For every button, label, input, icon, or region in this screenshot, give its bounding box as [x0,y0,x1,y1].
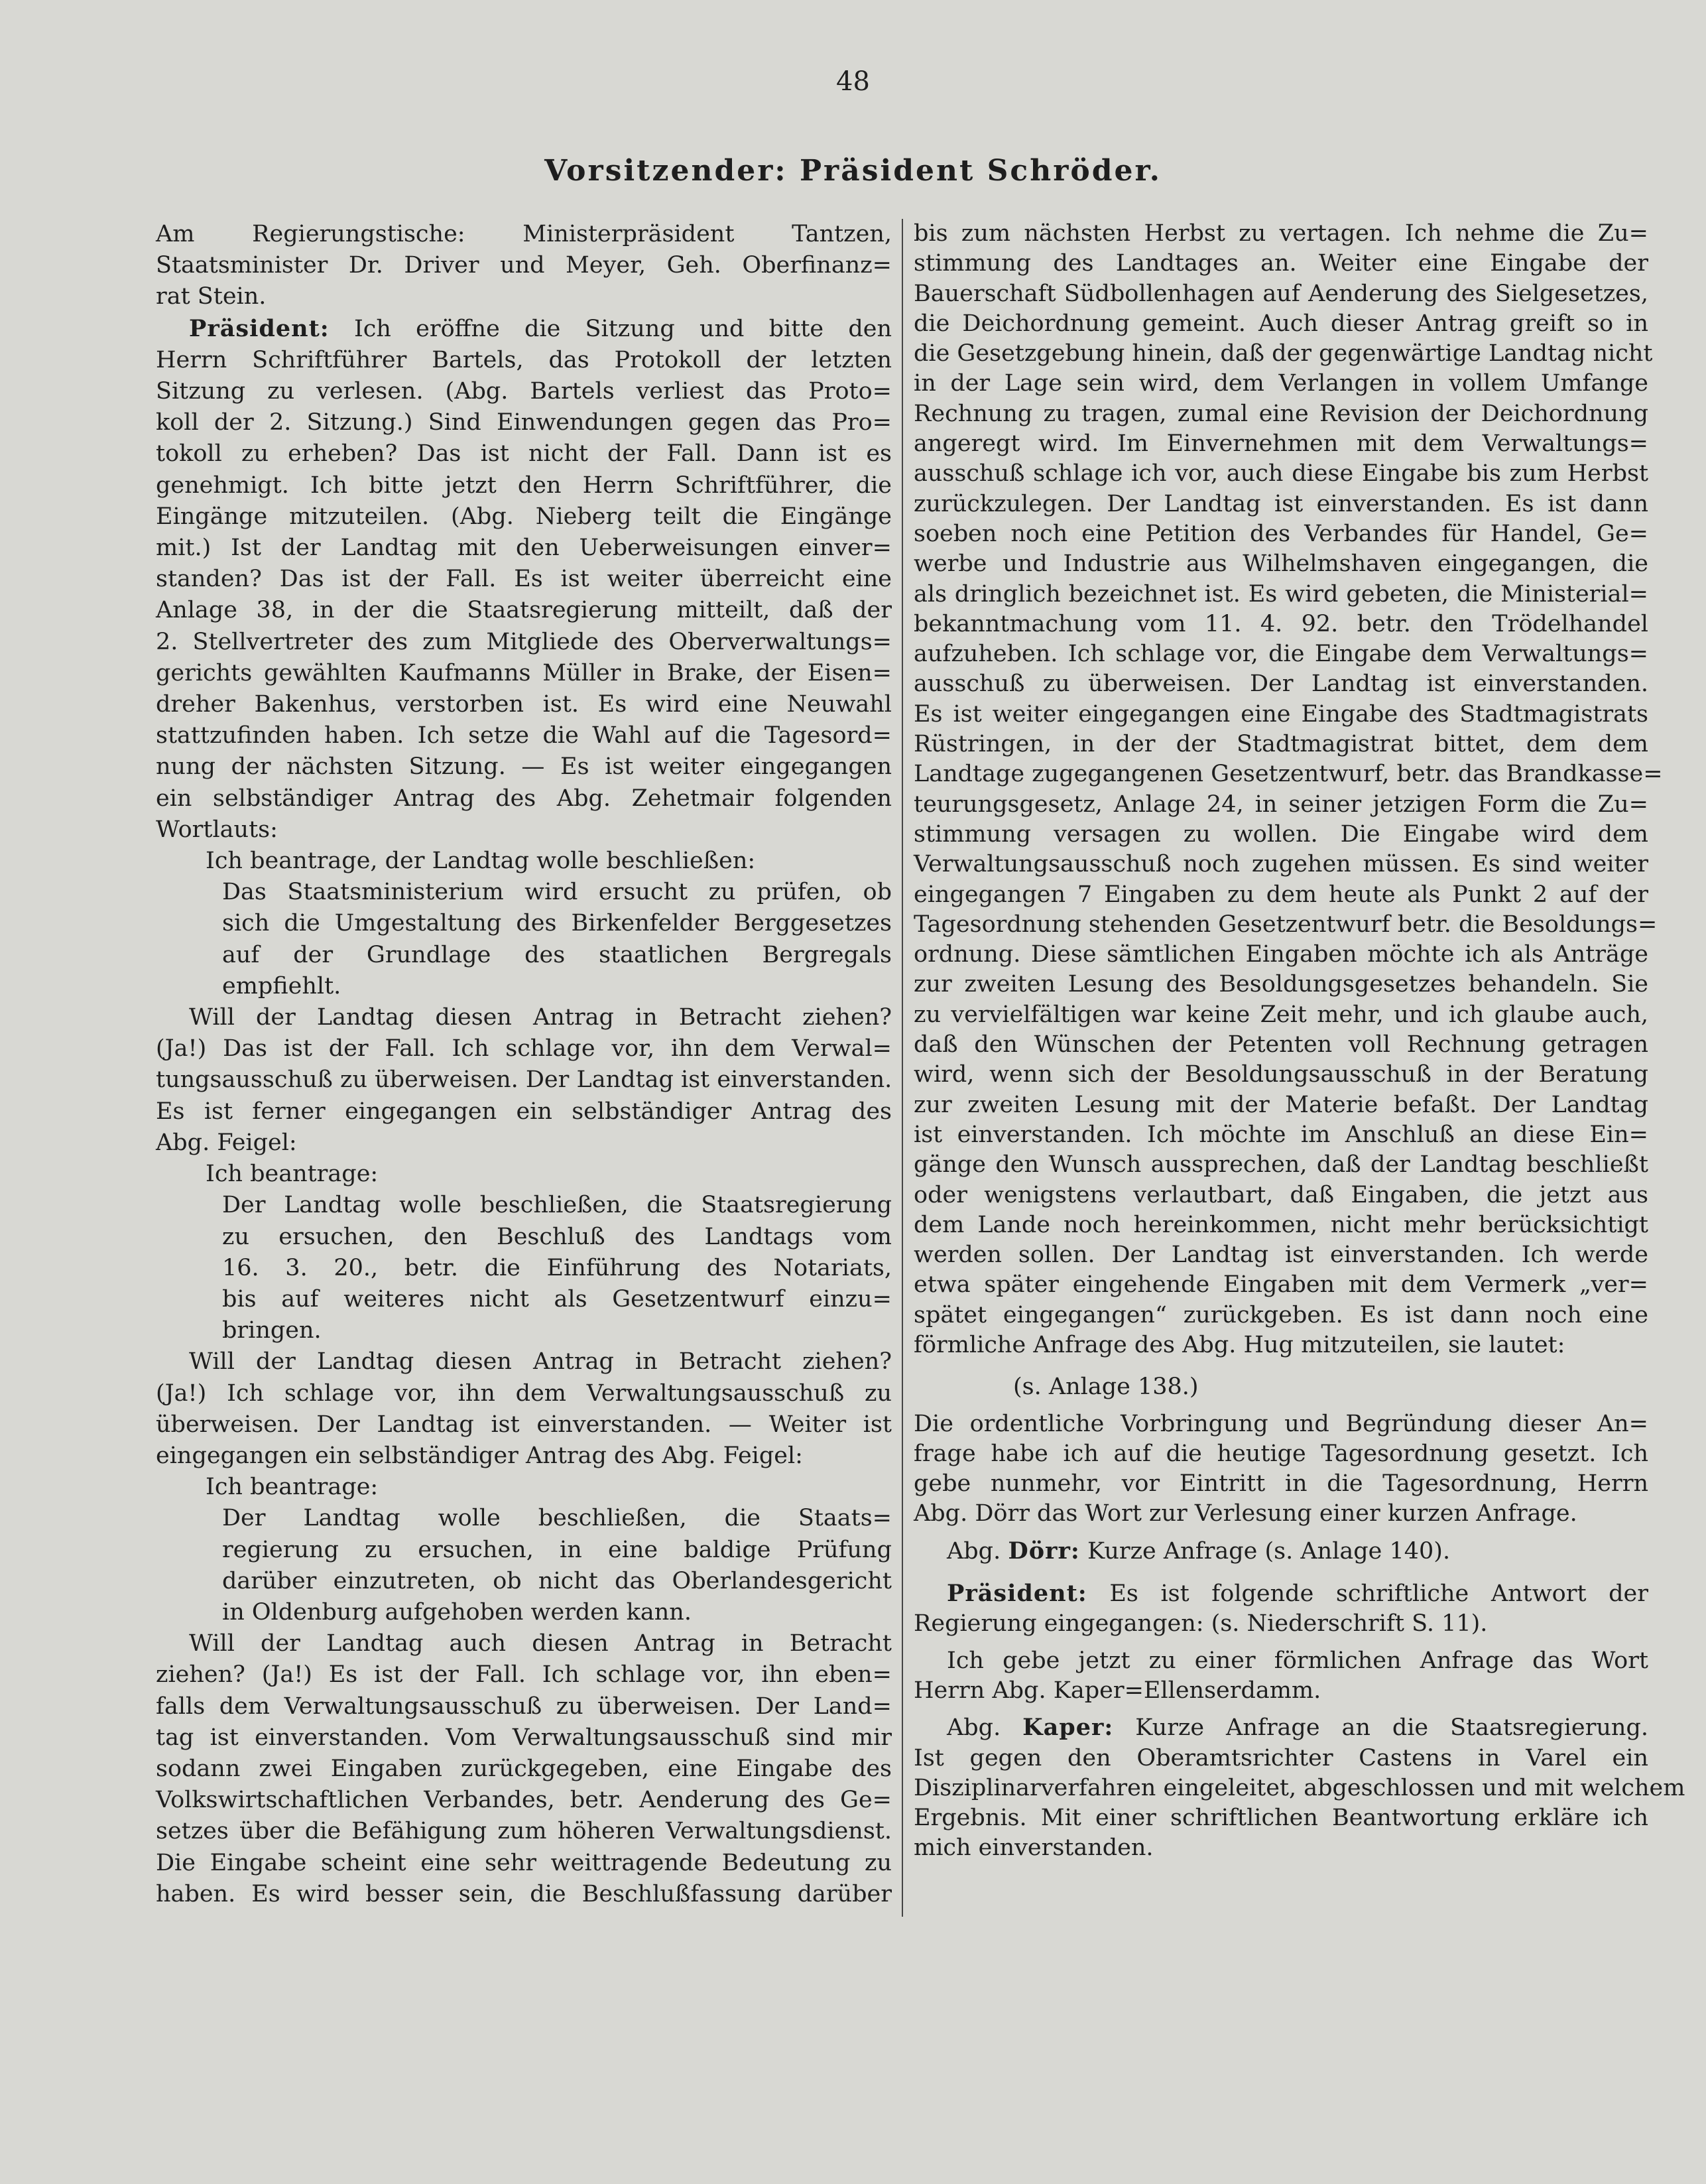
text-line: Herrn Abg. Kaper=Ellenserdamm. [914,1677,1321,1704]
text-line: (Ja!) Ich schlage vor, ihn dem Verwaltungsausschuß zu [156,1380,892,1407]
speaker-prefix: Abg. [947,1537,1008,1565]
speaker-label: Dörr: [1008,1537,1080,1565]
text-line: Bauerschaft Südbollenhagen auf Aenderung des Sielgesetzes, [914,280,1648,307]
speaker-label: Präsident: [189,314,330,342]
paragraph [156,1002,892,1159]
text-line: teurungsgesetz, Anlage 24, in seiner jetzigen Form die Zu= [914,791,1648,818]
text-line: gänge den Wunsch aussprechen, daß der Landtag beschließt [914,1151,1648,1179]
text-line: genehmigt. Ich bitte jetzt den Herrn Schriftführer, die [156,472,892,499]
speech-text: Kurze Anfrage (s. Anlage 140). [1079,1537,1451,1565]
text-line [156,313,892,345]
paragraph [914,1712,1685,1863]
text-line: sodann zwei Eingaben zurückgegeben, eine Eingabe des [156,1755,892,1782]
annex-reference [914,1372,1648,1402]
text-line: Ich beantrage: [206,1161,379,1188]
text-line: ist einverstanden. Ich möchte im Anschluß an diese Ein= [914,1121,1648,1148]
text-line: 2. Stellvertreter des zum Mitgliede des Oberverwaltungs= [156,628,892,655]
text-line: bringen. [222,1317,322,1344]
text-line: Ergebnis. Mit einer schriftlichen Beantwortung erkläre ich [914,1805,1648,1832]
text-line: stattzufinden haben. Ich setze die Wahl auf die Tagesord= [156,722,892,749]
text-line: bekanntmachung vom 11. 4. 92. betr. den Trödelhandel [914,610,1648,637]
text-line: empfiehlt. [222,972,341,999]
page-number: 48 [836,66,870,97]
text-line: koll der 2. Sitzung.) Sind Einwendungen gegen das Pro= [156,409,892,436]
text-line: zur zweiten Lesung mit der Materie befaßt. Der Landtag [914,1091,1648,1118]
quoted-motion [156,877,892,1002]
paragraph [914,1409,1648,1529]
text-line: gebe nunmehr, vor Eintritt in die Tagesordnung, Herrn [914,1470,1648,1498]
text-line: eingegangen ein selbständiger Antrag des Abg. Feigel: [156,1442,803,1469]
text-line: eingegangen 7 Eingaben zu dem heute als Punkt 2 auf der [914,881,1648,908]
text-line: die Deichordnung gemeint. Auch dieser Antrag greift so in [914,310,1648,337]
paragraph [156,313,892,846]
text-line: gerichts gewählten Kaufmanns Müller in Brake, der Eisen= [156,659,892,686]
text-line: überweisen. Der Landtag ist einverstanden. — Weiter ist [156,1411,892,1438]
motion-intro [156,1472,892,1503]
text-line: bis auf weiteres nicht als Gesetzentwurf einzu= [222,1285,892,1313]
paragraph [156,219,892,313]
text-line: Ich beantrage, der Landtag wolle beschließen: [206,848,756,875]
speaker-prefix: Abg. [947,1714,1023,1742]
text-line: Der Landtag wolle beschließen, die Staatsregierung [222,1192,892,1219]
paragraph [914,219,1663,1360]
text-line: Ich beantrage: [206,1474,379,1501]
text-line: Herrn Schriftführer Bartels, das Protokoll der letzten [156,346,892,373]
text-line: die Gesetzgebung hinein, daß der gegenwärtige Landtag nicht [914,340,1653,367]
paragraph [914,1536,1648,1567]
text-line: Eingänge mitzuteilen. (Abg. Nieberg teilt die Eingänge [156,503,892,530]
text-line: werden sollen. Der Landtag ist einverstanden. Ich werde [914,1242,1648,1269]
text-line: in der Lage sein wird, dem Verlangen in vollem Umfange [914,370,1648,397]
text-line: nung der nächsten Sitzung. — Es ist weiter eingegangen [156,753,892,781]
text-line [914,1578,1648,1609]
text-line: Landtage zugegangenen Gesetzentwurf, betr. das Brandkasse= [914,761,1663,788]
text-line: als dringlich bezeichnet ist. Es wird gebeten, die Ministerial= [914,580,1648,608]
text-line: Ist gegen den Oberamtsrichter Castens in Varel ein [914,1744,1648,1771]
text-line: soeben noch eine Petition des Verbandes für Handel, Ge= [914,520,1648,547]
motion-intro [156,1159,892,1190]
paragraph [156,1346,892,1472]
text-line: ein selbständiger Antrag des Abg. Zehetmair folgenden [156,785,892,812]
text-line: regierung zu ersuchen, in eine baldige Prüfung [222,1536,892,1563]
text-line: ordnung. Diese sämtlichen Eingaben möchte ich als Anträge [914,941,1648,968]
text-line: Abg. Feigel: [156,1129,297,1156]
text-line: darüber einzutreten, ob nicht das Oberlandesgericht [222,1567,892,1594]
paragraph [914,1646,1648,1706]
text-line: Es ist weiter eingegangen eine Eingabe des Stadtmagistrats [914,700,1648,728]
text-line: Abg. Dörr das Wort zur Verlesung einer kurzen Anfrage. [914,1500,1577,1527]
text-line: spätet eingegangen“ zurückgeben. Es ist dann noch eine [914,1301,1648,1328]
quoted-motion [156,1190,892,1346]
text-line: daß den Wünschen der Petenten voll Rechnung getragen [914,1031,1648,1059]
text-line: ausschuß zu überweisen. Der Landtag ist einverstanden. [914,671,1648,698]
speech-text: Kurze Anfrage an die Staatsregierung. [1113,1714,1648,1742]
text-line: Es ist ferner eingegangen ein selbständiger Antrag des [156,1098,892,1125]
text-line: oder wenigstens verlautbart, daß Eingaben, die jetzt aus [914,1181,1648,1208]
text-line: zur zweiten Lesung des Besoldungsgesetzes behandeln. Sie [914,971,1648,998]
quoted-motion [156,1503,892,1628]
text-line: förmliche Anfrage des Abg. Hug mitzuteilen, sie lautet: [914,1331,1565,1358]
text-line: zu vervielfältigen war keine Zeit mehr, und ich glaube auch, [914,1001,1648,1028]
column-divider [902,219,903,1917]
text-line [914,1712,1648,1743]
text-line: zurückzulegen. Der Landtag ist einverstanden. Es ist dann [914,490,1648,517]
text-line: Staatsminister Dr. Driver und Meyer, Geh. Oberfinanz= [156,252,892,279]
speech-text: Ich eröffne die Sitzung und bitte den [329,315,892,342]
text-line: sich die Umgestaltung des Birkenfelder Berggesetzes [222,910,892,937]
text-line: rat Stein. [156,283,267,310]
text-line: Regierung eingegangen: (s. Niederschrift S. 11). [914,1610,1488,1638]
speaker-label: Kaper: [1022,1714,1114,1742]
text-line: tokoll zu erheben? Das ist nicht der Fall. Dann ist es [156,440,892,468]
text-line [914,1536,1648,1567]
text-line: bis zum nächsten Herbst zu vertagen. Ich nehme die Zu= [914,220,1648,247]
text-line: frage habe ich auf die heutige Tagesordnung gesetzt. Ich [914,1440,1648,1467]
text-line: Disziplinarverfahren eingeleitet, abgeschlossen und mit welchem [914,1774,1685,1801]
text-line: Wortlauts: [156,816,278,843]
text-line: ausschuß schlage ich vor, auch diese Eingabe bis zum Herbst [914,460,1648,487]
left-column [156,219,892,1910]
text-line: (Ja!) Das ist der Fall. Ich schlage vor, ihn dem Verwal= [156,1035,892,1062]
right-column [914,219,1685,1864]
text-line: angeregt wird. Im Einvernehmen mit dem Verwaltungs= [914,430,1648,458]
text-line: Die Eingabe scheint eine sehr weittragende Bedeutung zu [156,1849,892,1876]
motion-intro [156,846,892,877]
text-line: in Oldenburg aufgehoben werden kann. [222,1598,692,1626]
text-line: falls dem Verwaltungsausschuß zu überweisen. Der Land= [156,1693,892,1720]
text-line: dem Lande noch hereinkommen, nicht mehr berücksichtigt [914,1211,1648,1238]
text-line: Rüstringen, in der der Stadtmagistrat bittet, dem dem [914,731,1648,758]
text-line: etwa später eingehende Eingaben mit dem Vermerk „ver= [914,1271,1648,1299]
text-line: haben. Es wird besser sein, die Beschlußfassung darüber [156,1880,892,1907]
text-line: Rechnung zu tragen, zumal eine Revision der Deichordnung [914,400,1648,427]
text-line: Ich gebe jetzt zu einer förmlichen Anfrage das Wort [947,1647,1648,1674]
text-line: 16. 3. 20., betr. die Einführung des Notariats, [222,1254,892,1281]
text-line: ziehen? (Ja!) Es ist der Fall. Ich schlage vor, ihn eben= [156,1661,892,1689]
text-line: Sitzung zu verlesen. (Abg. Bartels verliest das Proto= [156,378,892,405]
speaker-label: Präsident: [947,1580,1087,1608]
text-line: Der Landtag wolle beschließen, die Staats= [222,1505,892,1532]
text-line: (s. Anlage 138.) [1013,1374,1199,1401]
text-line: Volkswirtschaftlichen Verbandes, betr. Aenderung des Ge= [156,1787,892,1814]
text-line: Am Regierungstische: Ministerpräsident Tantzen, [156,221,892,247]
text-line: dreher Bakenhus, verstorben ist. Es wird eine Neuwahl [156,691,892,718]
text-line: Anlage 38, in der die Staatsregierung mitteilt, daß der [156,597,892,624]
paragraph [914,1578,1648,1639]
text-line: auf der Grundlage des staatlichen Bergregals [222,941,892,968]
text-line: tag ist einverstanden. Vom Verwaltungsausschuß sind mir [156,1724,892,1751]
session-chair-heading: Vorsitzender: Präsident Schröder. [544,154,1162,188]
text-line: Das Staatsministerium wird ersucht zu prüfen, ob [222,879,892,906]
text-line: setzes über die Befähigung zum höheren Verwaltungsdienst. [156,1818,892,1845]
text-line: mit.) Ist der Landtag mit den Ueberweisungen einver= [156,535,892,562]
text-line: mich einverstanden. [914,1834,1154,1862]
text-line: Tagesordnung stehenden Gesetzentwurf betr. die Besoldungs= [914,911,1658,938]
text-line: aufzuheben. Ich schlage vor, die Eingabe dem Verwaltungs= [914,641,1648,668]
text-line: Will der Landtag auch diesen Antrag in Betracht [189,1630,892,1657]
text-line: Will der Landtag diesen Antrag in Betracht ziehen? [189,1348,892,1376]
speech-text: Es ist folgende schriftliche Antwort der [1087,1580,1648,1608]
text-line: zu ersuchen, den Beschluß des Landtags vom [222,1223,892,1250]
paragraph [156,1628,892,1910]
text-line: werbe und Industrie aus Wilhelmshaven eingegangen, die [914,550,1648,578]
text-line: tungsausschuß zu überweisen. Der Landtag ist einverstanden. [156,1066,892,1094]
text-line: Verwaltungsausschuß noch zugehen müssen. Es sind weiter [914,851,1648,878]
text-line: stimmung des Landtages an. Weiter eine Eingabe der [914,250,1648,277]
text-line: Will der Landtag diesen Antrag in Betracht ziehen? [189,1004,892,1031]
text-line: Die ordentliche Vorbringung und Begründung dieser An= [914,1410,1648,1437]
text-line: standen? Das ist der Fall. Es ist weiter überreicht eine [156,566,892,593]
text-line: wird, wenn sich der Besoldungsausschuß in der Beratung [914,1061,1648,1088]
text-line: stimmung versagen zu wollen. Die Eingabe wird dem [914,820,1648,848]
